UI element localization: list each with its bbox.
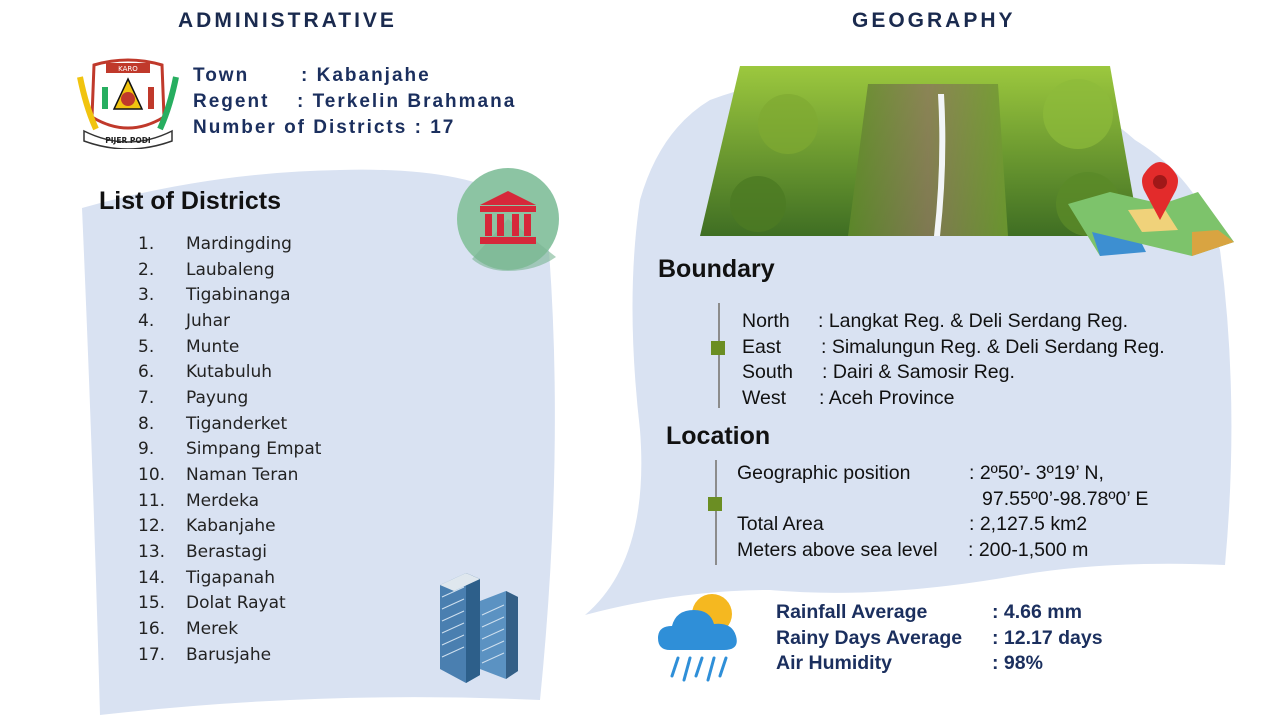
district-number: 3. (138, 285, 155, 306)
district-number: 15. (138, 593, 166, 614)
boundary-row-south (742, 361, 1165, 387)
rain-cloud-sun-icon (656, 592, 748, 686)
location-label: Geographic position (737, 462, 911, 484)
weather-label: Rainy Days Average (776, 626, 963, 649)
district-number: 2. (138, 259, 155, 280)
district-number: 16. (138, 619, 166, 640)
boundary-value: : Dairi & Samosir Reg. (822, 361, 1015, 383)
district-number: 5. (138, 336, 155, 357)
location-row-area (737, 513, 1148, 539)
district-name: Juhar (186, 310, 230, 331)
boundary-row-east (742, 336, 1165, 362)
location-value: : 200-1,500 m (968, 538, 1089, 561)
administrative-title: ADMINISTRATIVE (178, 9, 397, 32)
district-number: 7. (138, 387, 155, 408)
weather-label: Rainfall Average (776, 601, 928, 623)
weather-row-rainy-days (776, 627, 1103, 653)
district-list (138, 231, 398, 668)
info-value: 17 (430, 117, 456, 138)
district-name: Berastagi (186, 542, 267, 563)
info-value: Kabanjahe (316, 65, 431, 86)
list-item (138, 282, 398, 308)
info-label: Number of Districts (193, 117, 408, 138)
boundary-bullet (711, 341, 725, 355)
district-name: Simpang Empat (186, 439, 322, 460)
district-number: 1. (138, 233, 155, 254)
list-item (138, 308, 398, 334)
boundary-list (742, 310, 1165, 412)
list-item (138, 257, 398, 283)
list-item (138, 514, 398, 540)
district-number: 6. (138, 362, 155, 383)
weather-label: Air Humidity (776, 652, 892, 674)
info-sep: : (414, 117, 423, 138)
admin-info-block (193, 63, 516, 141)
info-sep: : (301, 65, 310, 86)
office-building-icon (436, 565, 520, 685)
location-bullet (708, 497, 722, 511)
district-name: Munte (186, 336, 240, 357)
district-number: 11. (138, 490, 166, 511)
district-number: 8. (138, 413, 155, 434)
district-name: Mardingding (186, 233, 292, 254)
info-row-districts (193, 115, 516, 141)
district-number: 13. (138, 542, 166, 563)
seal-top-label: KARO (118, 65, 138, 73)
district-name: Tiganderket (186, 413, 288, 434)
boundary-label: East (742, 335, 782, 358)
list-of-districts-title: List of Districts (99, 187, 281, 215)
list-item (138, 231, 398, 257)
list-item (138, 539, 398, 565)
weather-value: : 98% (992, 652, 1043, 674)
boundary-label: South (742, 361, 793, 383)
district-number: 9. (138, 439, 155, 460)
boundary-title: Boundary (658, 255, 775, 283)
weather-row-rainfall (776, 601, 1103, 627)
list-item (138, 359, 398, 385)
info-label: Town (193, 65, 250, 86)
location-row-position (737, 462, 1148, 488)
location-divider (715, 460, 717, 565)
district-number: 14. (138, 567, 166, 588)
location-value: 97.55º0’-98.78º0’ E (982, 487, 1149, 510)
boundary-value: : Simalungun Reg. & Deli Serdang Reg. (821, 335, 1165, 358)
boundary-row-west (742, 387, 1165, 413)
list-item (138, 334, 398, 360)
district-name: Tigabinanga (186, 285, 291, 306)
district-name: Merek (186, 619, 239, 640)
map-pin-icon (1068, 160, 1236, 260)
list-item (138, 591, 398, 617)
district-name: Kutabuluh (186, 362, 272, 383)
district-name: Tigapanah (186, 567, 275, 588)
list-item (138, 411, 398, 437)
boundary-divider (718, 303, 720, 408)
district-name: Merdeka (186, 490, 260, 511)
boundary-label: West (742, 386, 787, 409)
location-label: Total Area (737, 513, 824, 535)
location-value: : 2º50’- 3º19’ N, (969, 462, 1104, 484)
location-title: Location (666, 422, 771, 450)
boundary-value: : Aceh Province (819, 386, 955, 409)
district-number: 10. (138, 465, 166, 486)
boundary-value: : Langkat Reg. & Deli Serdang Reg. (818, 310, 1129, 332)
weather-list (776, 601, 1103, 678)
weather-row-humidity (776, 652, 1103, 678)
info-label: Regent (193, 91, 270, 112)
district-name: Laubaleng (186, 259, 275, 280)
district-number: 4. (138, 310, 155, 331)
list-item (138, 616, 398, 642)
location-value: : 2,127.5 km2 (969, 513, 1088, 535)
info-sep: : (297, 91, 306, 112)
bank-building-icon (456, 167, 560, 271)
list-item (138, 462, 398, 488)
location-row-position-2 (737, 488, 1148, 514)
weather-value: : 4.66 mm (992, 601, 1082, 623)
seal-motto: PIJER PODI (105, 136, 151, 145)
weather-value: : 12.17 days (992, 626, 1103, 649)
list-item (138, 437, 398, 463)
district-number: 12. (138, 516, 166, 537)
location-label (737, 488, 982, 514)
boundary-label: North (742, 310, 790, 332)
info-row-town (193, 63, 516, 89)
list-item (138, 565, 398, 591)
district-number: 17. (138, 644, 166, 665)
boundary-row-north (742, 310, 1165, 336)
list-item (138, 385, 398, 411)
district-name: Kabanjahe (186, 516, 276, 537)
karo-seal-icon (76, 57, 180, 149)
list-item (138, 642, 398, 668)
district-name: Dolat Rayat (186, 593, 286, 614)
info-value: Terkelin Brahmana (312, 91, 517, 112)
geography-title: GEOGRAPHY (852, 9, 1016, 32)
location-row-altitude (737, 539, 1148, 565)
list-item (138, 488, 398, 514)
info-row-regent (193, 89, 516, 115)
district-name: Barusjahe (186, 644, 272, 665)
location-list (737, 462, 1148, 564)
location-label: Meters above sea level (737, 538, 938, 561)
district-name: Payung (186, 387, 249, 408)
district-name: Naman Teran (186, 465, 299, 486)
